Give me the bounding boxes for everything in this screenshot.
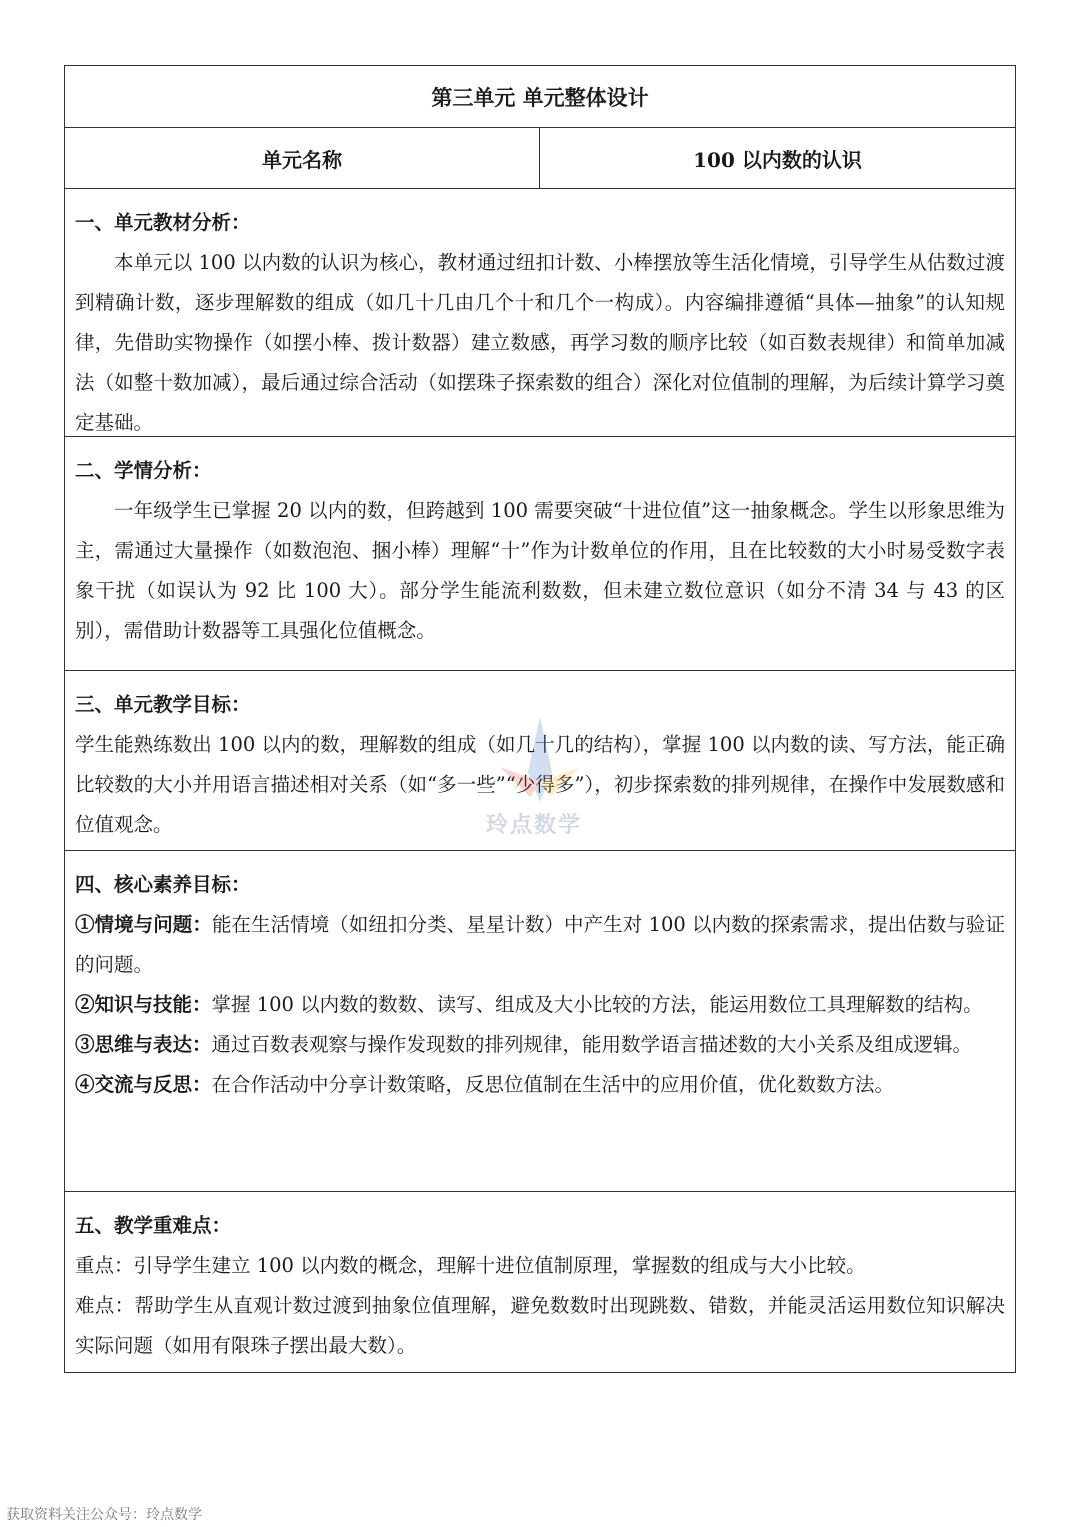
section-body: 本单元以 100 以内数的认识为核心，教材通过纽扣计数、小棒摆放等生活化情境，引导学生从估数过渡到精确计数，逐步理解数的组成（如几十几由几个十和几个一构成）。内容编排遵循“具体—抽象”的认知规律，先借助实物操作（如摆小棒、拨计数器）建立数感，再学习数的顺序比较（如百数表规律）和简单加减法（如整十数加减），最后通过综合活动（如摆珠子探索数的组合）深化对位值制的理解，为后续计算学习奠定基础。 xyxy=(75,251,1005,434)
literacy-item-text: 掌握 100 以内数的数数、读写、组成及大小比较的方法，能运用数位工具理解数的结构。 xyxy=(211,993,983,1016)
unit-name-value: 100 以内数的认识 xyxy=(693,147,862,172)
literacy-item xyxy=(75,1065,1005,1105)
unit-name-label: 单元名称 xyxy=(65,128,540,188)
literacy-item xyxy=(75,985,1005,1025)
difficulty-point: 难点：帮助学生从直观计数过渡到抽象位值理解，避免数数时出现跳数、错数，并能灵活运用数位知识解决实际问题（如用有限珠子摆出最大数）。 xyxy=(75,1294,1005,1357)
section-student-analysis xyxy=(65,437,1015,671)
table-title: 第三单元 单元整体设计 xyxy=(65,66,1015,128)
literacy-item-label: ①情境与问题： xyxy=(75,913,212,936)
section-heading: 四、核心素养目标： xyxy=(75,873,251,896)
section-heading: 三、单元教学目标： xyxy=(75,693,251,716)
literacy-item-text: 在合作活动中分享计数策略，反思位值制在生活中的应用价值，优化数数方法。 xyxy=(211,1073,895,1096)
section-material-analysis xyxy=(65,189,1015,437)
section-heading: 一、单元教材分析： xyxy=(75,211,251,234)
footer-note: 获取资料关注公众号：玲点数学 xyxy=(6,1507,202,1523)
section-heading: 五、教学重难点： xyxy=(75,1214,232,1237)
literacy-item-text: 通过百数表观察与操作发现数的排列规律，能用数学语言描述数的大小关系及组成逻辑。 xyxy=(211,1033,973,1056)
literacy-item xyxy=(75,905,1005,985)
unit-design-table xyxy=(64,65,1016,1373)
section-heading: 二、学情分析： xyxy=(75,459,212,482)
section-key-difficulties xyxy=(65,1192,1015,1372)
literacy-item-label: ②知识与技能： xyxy=(75,993,212,1016)
watermark-text: 玲点数学 xyxy=(486,813,583,838)
literacy-item xyxy=(75,1025,1005,1065)
section-body: 一年级学生已掌握 20 以内的数，但跨越到 100 需要突破“十进位值”这一抽象概念。学生以形象思维为主，需通过大量操作（如数泡泡、捆小棒）理解“十”作为计数单位的作用，且在比较数的大小时易受数字表象干扰（如误认为 92 比 100 大）。部分学生能流利数数，但未建立数位意识（如分不清 34 与 43 的区别），需借助计数器等工具强化位值概念。 xyxy=(75,499,1005,642)
literacy-item-text: 能在生活情境（如纽扣分类、星星计数）中产生对 100 以内数的探索需求，提出估数与验证的问题。 xyxy=(75,913,1005,976)
unit-name-row xyxy=(65,128,1015,189)
literacy-item-label: ④交流与反思： xyxy=(75,1073,212,1096)
section-core-literacy xyxy=(65,851,1015,1192)
key-point: 重点：引导学生建立 100 以内数的概念，理解十进位值制原理，掌握数的组成与大小比较。 xyxy=(75,1254,866,1277)
literacy-item-label: ③思维与表达： xyxy=(75,1033,212,1056)
section-body: 学生能熟练数出 100 以内的数，理解数的组成（如几十几的结构），掌握 100 以内数的读、写方法，能正确比较数的大小并用语言描述相对关系（如“多一些”“少得多”），初步探索数的排列规律，在操作中发展数感和位值观念。 xyxy=(75,733,1005,836)
